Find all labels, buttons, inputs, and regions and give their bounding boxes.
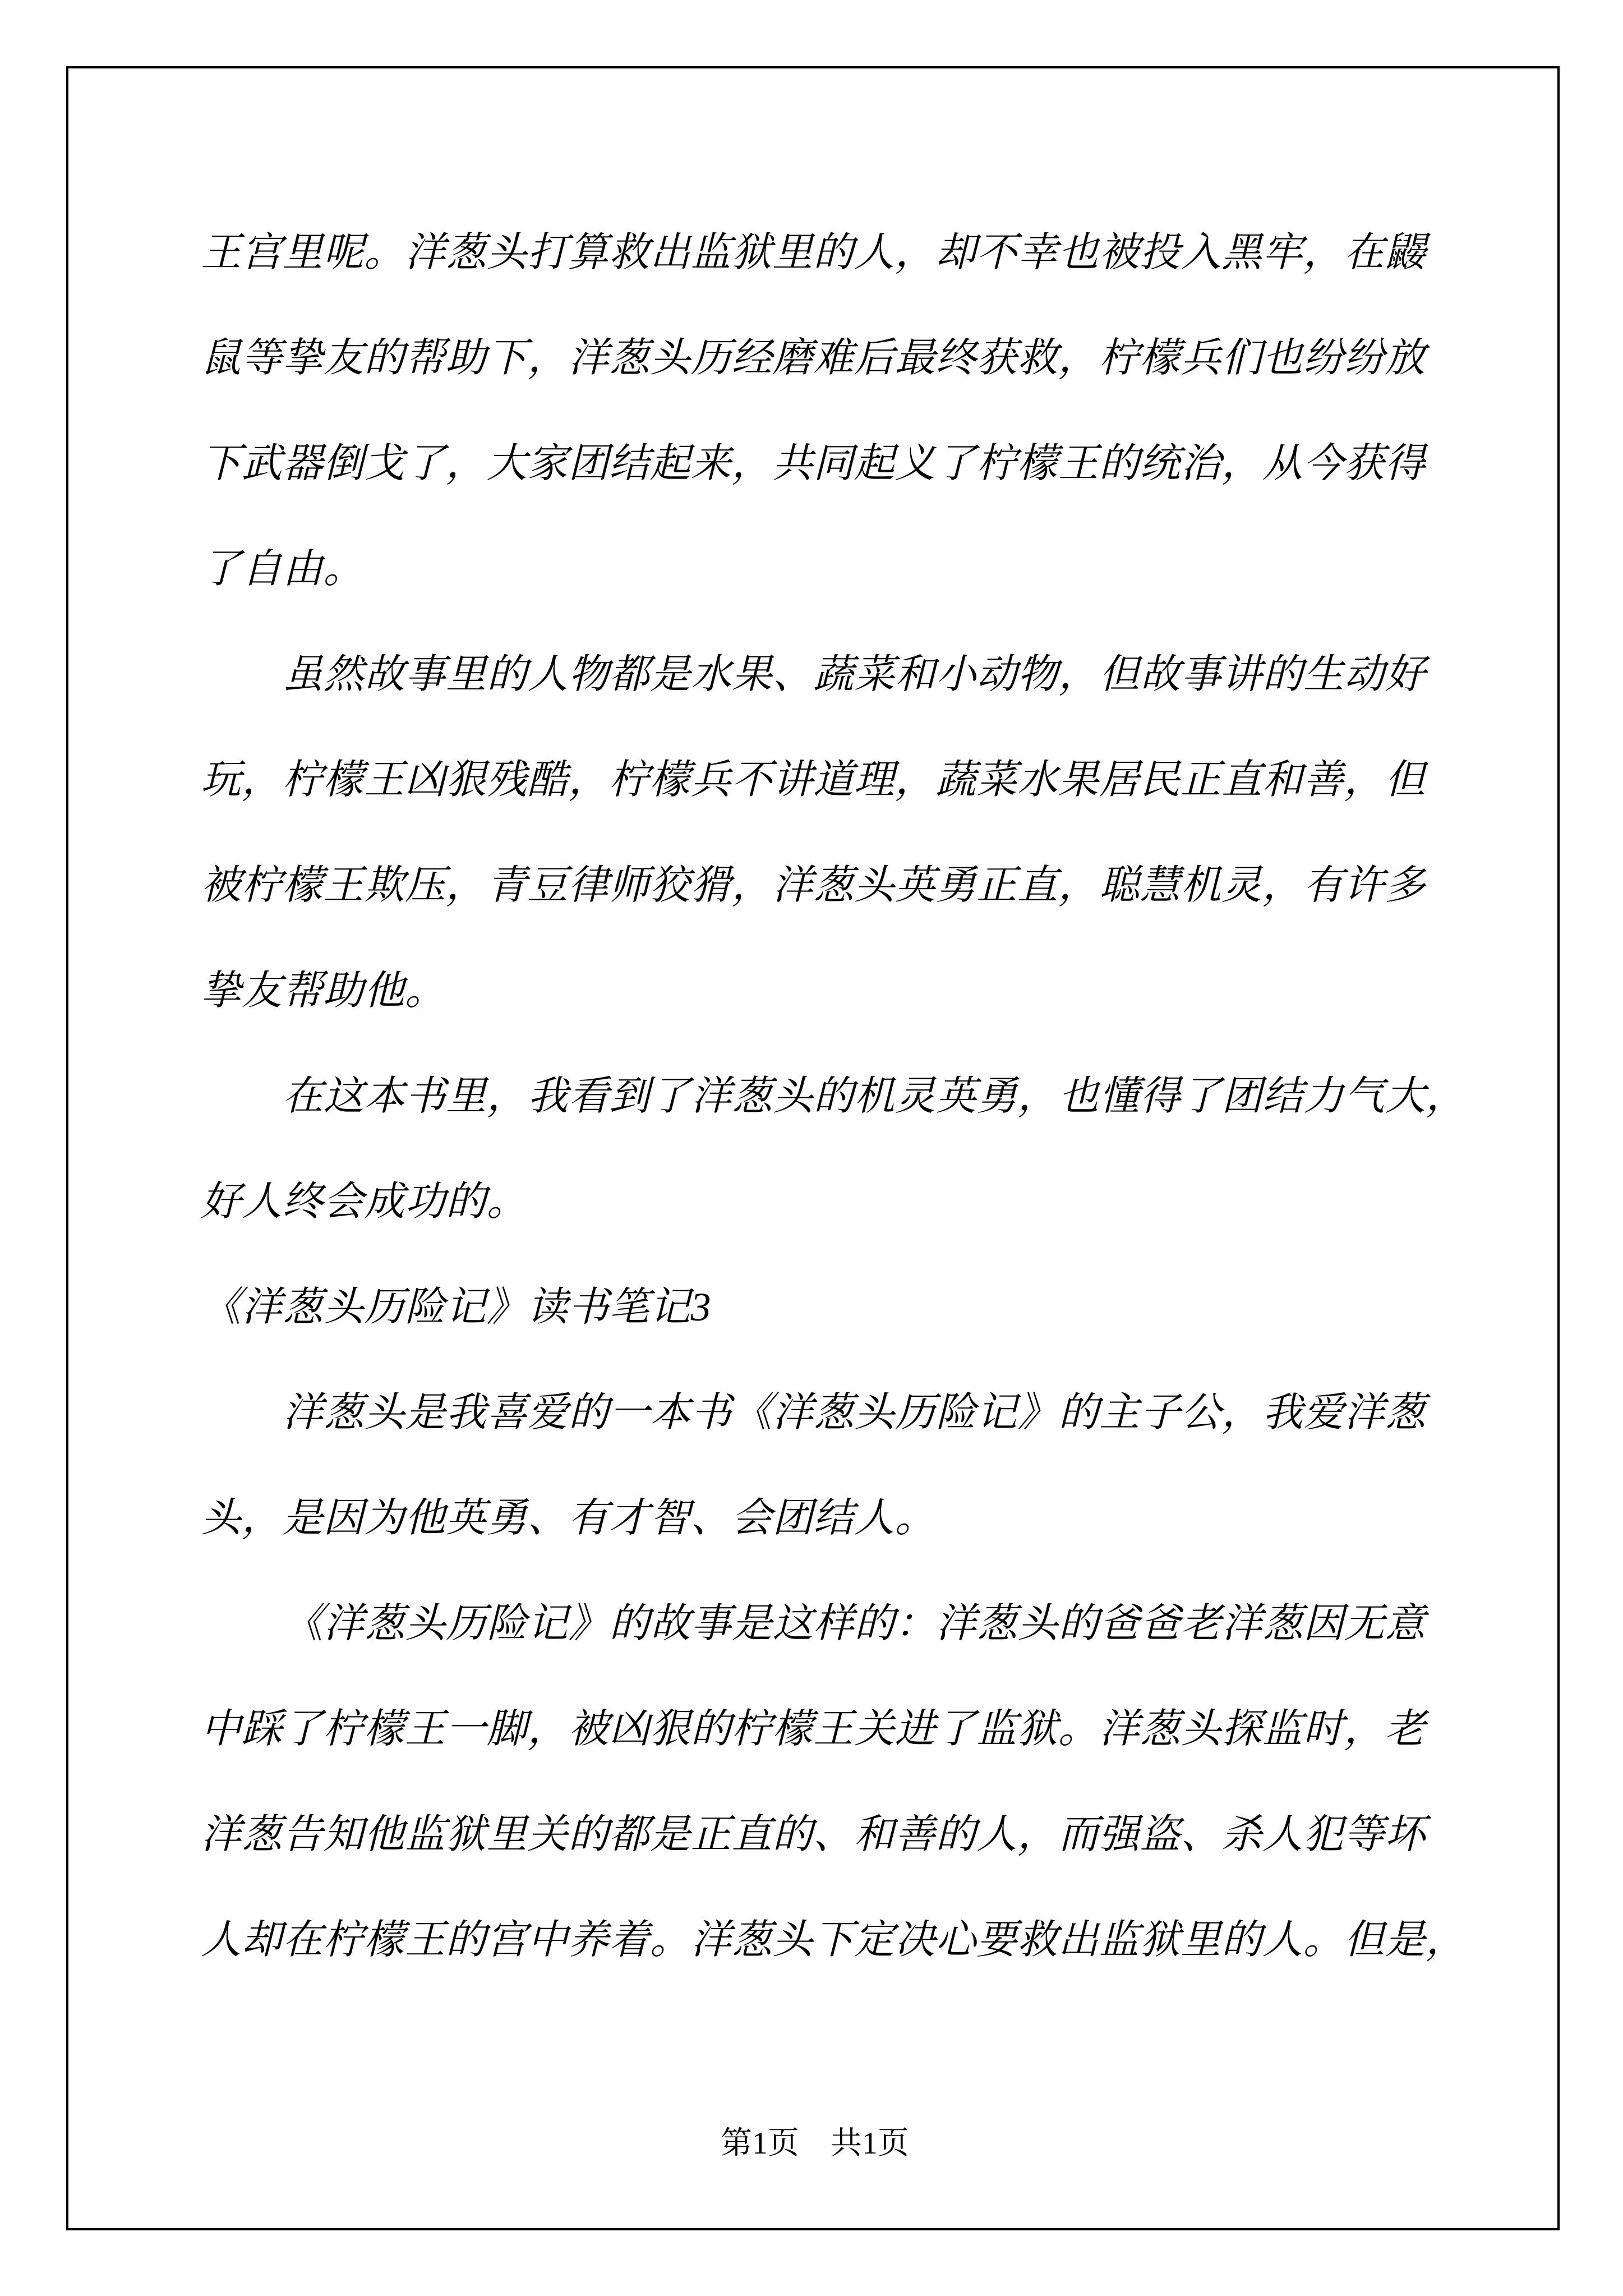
text-line: 洋葱告知他监狱里关的都是正直的、和善的人，而强盗、杀人犯等坏 [201, 1812, 1426, 1857]
paragraph [201, 1360, 1429, 1571]
page-number-text: 第1页 共1页 [721, 2126, 909, 2161]
paragraph [201, 622, 1429, 1043]
page-border-frame [66, 66, 1560, 2230]
text-line: 挚友帮助他。 [201, 968, 446, 1013]
section-heading [201, 1254, 1429, 1360]
text-line: 中踩了柠檬王一脚，被凶狠的柠檬王关进了监狱。洋葱头探监时，老 [201, 1706, 1426, 1751]
text-line: 下武器倒戈了，大家团结起来，共同起义了柠檬王的统治，从今获得 [201, 441, 1426, 486]
text-line: 了自由。 [201, 546, 365, 591]
text-line: 《洋葱头历险记》的故事是这样的：洋葱头的爸爸老洋葱因无意 [283, 1601, 1426, 1646]
text-line: 洋葱头是我喜爱的一本书《洋葱头历险记》的主子公，我爱洋葱 [283, 1390, 1426, 1435]
document-text [201, 200, 1467, 1993]
paragraph [201, 200, 1429, 622]
text-line: 被柠檬王欺压，青豆律师狡猾，洋葱头英勇正直，聪慧机灵，有许多 [201, 863, 1426, 908]
text-line: 好人终会成功的。 [201, 1179, 528, 1224]
page-footer [201, 2110, 1429, 2177]
text-line: 玩，柠檬王凶狠残酷，柠檬兵不讲道理，蔬菜水果居民正直和善，但 [201, 757, 1426, 802]
paragraph [201, 1571, 1467, 1993]
text-line: 鼠等挚友的帮助下，洋葱头历经磨难后最终获救，柠檬兵们也纷纷放 [201, 335, 1426, 380]
text-line: 在这本书里，我看到了洋葱头的机灵英勇，也懂得了团结力气大， [283, 1074, 1467, 1119]
text-line: 人却在柠檬王的宫中养着。洋葱头下定决心要救出监狱里的人。但是， [201, 1917, 1467, 1962]
section-heading-line: 《洋葱头历险记》读书笔记3 [201, 1285, 712, 1329]
paragraph [201, 1043, 1467, 1254]
text-line: 王宫里呢。洋葱头打算救出监狱里的人，却不幸也被投入黑牢，在鼹 [201, 230, 1426, 275]
text-line: 头，是因为他英勇、有才智、会团结人。 [201, 1496, 936, 1540]
text-line: 虽然故事里的人物都是水果、蔬菜和小动物，但故事讲的生动好 [283, 652, 1426, 697]
